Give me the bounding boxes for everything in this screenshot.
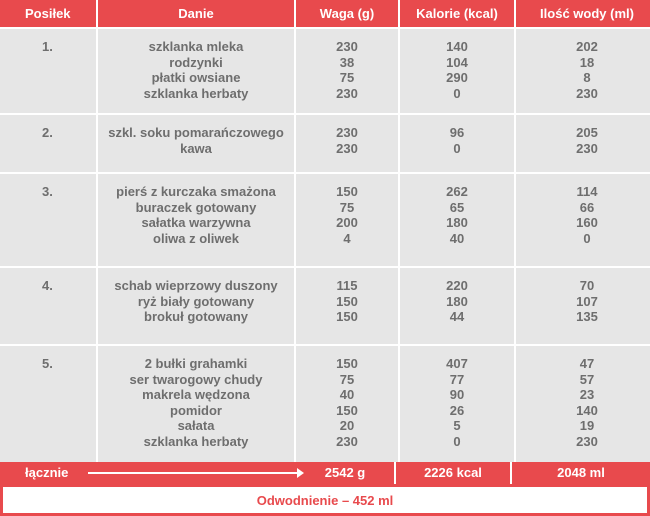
calories-cell-value: 26 xyxy=(449,402,465,418)
total-water: 2048 ml xyxy=(557,465,605,480)
dish-cell-value: rodzynki xyxy=(169,54,223,70)
header-water: Ilość wody (ml) xyxy=(516,0,650,27)
dish-cell-value: szklanka herbaty xyxy=(143,85,249,101)
water-cell-value: 230 xyxy=(576,85,598,101)
meal-number: 2. xyxy=(42,125,53,140)
header-meal: Posiłek xyxy=(0,0,96,27)
meal-cell xyxy=(0,346,96,462)
total-row xyxy=(0,462,650,484)
weight-cell xyxy=(296,115,398,172)
weight-cell xyxy=(296,346,398,462)
weight-cell-value: 230 xyxy=(336,125,358,140)
water-cell-value: 70 xyxy=(579,278,595,293)
weight-cell-value: 230 xyxy=(336,433,358,449)
weight-cell-value: 150 xyxy=(336,309,358,324)
meal-number: 5. xyxy=(42,356,53,371)
meal-number: 1. xyxy=(42,39,53,54)
meal-cell xyxy=(0,115,96,172)
dish-cell-value: brokuł gotowany xyxy=(144,309,248,324)
weight-cell xyxy=(296,268,398,344)
header-weight: Waga (g) xyxy=(296,0,398,27)
water-cell xyxy=(516,346,650,462)
water-cell xyxy=(516,115,650,172)
water-cell-value: 107 xyxy=(576,293,598,309)
water-cell-value: 66 xyxy=(579,199,595,215)
dehydration-summary xyxy=(0,484,650,516)
total-weight: 2542 g xyxy=(324,465,366,480)
water-cell-value: 18 xyxy=(579,54,595,70)
dish-cell-value: płatki owsiane xyxy=(151,70,241,85)
water-cell xyxy=(516,174,650,266)
calories-cell-value: 140 xyxy=(446,39,468,54)
weight-cell-value: 115 xyxy=(336,278,358,293)
dish-cell xyxy=(98,174,294,266)
calories-cell-value: 104 xyxy=(446,54,468,70)
calories-cell-value: 90 xyxy=(449,387,465,402)
calories-cell-value: 180 xyxy=(446,293,468,309)
water-cell-value: 205 xyxy=(576,125,598,140)
calories-cell-value: 5 xyxy=(453,418,461,433)
water-cell-value: 57 xyxy=(579,371,595,387)
meal-number: 4. xyxy=(42,278,53,293)
dish-cell-value: schab wieprzowy duszony xyxy=(114,278,278,293)
calories-cell-value: 180 xyxy=(446,215,468,230)
dish-cell-value: oliwa z oliwek xyxy=(153,230,239,246)
calories-cell xyxy=(400,268,514,344)
dish-cell xyxy=(98,29,294,113)
water-cell-value: 114 xyxy=(576,184,598,199)
calories-cell-value: 0 xyxy=(453,140,461,156)
dish-cell-value: kawa xyxy=(180,140,212,156)
water-cell-value: 230 xyxy=(576,140,598,156)
dish-cell-value: 2 bułki grahamki xyxy=(144,356,248,371)
dish-cell-value: szkl. soku pomarańczowego xyxy=(108,125,284,140)
weight-cell-value: 75 xyxy=(339,371,355,387)
dish-cell-value: makrela wędzona xyxy=(142,387,250,402)
weight-cell-value: 40 xyxy=(339,387,355,402)
header-calories: Kalorie (kcal) xyxy=(400,0,514,27)
weight-cell-value: 230 xyxy=(336,39,358,54)
water-cell-value: 0 xyxy=(583,230,591,246)
dehydration-text: Odwodnienie – 452 ml xyxy=(256,492,394,508)
calories-cell xyxy=(400,346,514,462)
water-cell xyxy=(516,268,650,344)
weight-cell-value: 150 xyxy=(336,184,358,199)
weight-cell-value: 200 xyxy=(336,215,358,230)
water-cell-value: 160 xyxy=(576,215,598,230)
calories-cell-value: 290 xyxy=(446,70,468,85)
calories-cell-value: 407 xyxy=(446,356,468,371)
calories-cell-value: 44 xyxy=(449,309,465,324)
calories-cell-value: 0 xyxy=(453,433,461,449)
dish-cell-value: ser twarogowy chudy xyxy=(129,371,263,387)
weight-cell-value: 38 xyxy=(339,54,355,70)
total-label: łącznie xyxy=(25,465,69,480)
weight-cell-value: 20 xyxy=(339,418,355,433)
weight-cell-value: 150 xyxy=(336,402,358,418)
weight-cell-value: 230 xyxy=(336,140,358,156)
calories-cell-value: 262 xyxy=(446,184,468,199)
calories-cell-value: 220 xyxy=(446,278,468,293)
dish-cell-value: sałatka warzywna xyxy=(141,215,251,230)
water-cell xyxy=(516,29,650,113)
weight-cell-value: 150 xyxy=(336,293,358,309)
dish-cell xyxy=(98,115,294,172)
water-cell-value: 23 xyxy=(579,387,595,402)
meal-number: 3. xyxy=(42,184,53,199)
arrow-icon xyxy=(88,472,302,474)
weight-cell-value: 75 xyxy=(339,199,355,215)
weight-cell-value: 230 xyxy=(336,85,358,101)
water-cell-value: 140 xyxy=(576,402,598,418)
water-cell-value: 135 xyxy=(576,309,598,324)
calories-cell xyxy=(400,115,514,172)
water-cell-value: 202 xyxy=(576,39,598,54)
water-cell-value: 47 xyxy=(579,356,595,371)
calories-cell-value: 65 xyxy=(449,199,465,215)
dish-cell-value: pomidor xyxy=(170,402,222,418)
weight-cell-value: 75 xyxy=(339,70,355,85)
weight-cell xyxy=(296,174,398,266)
calories-cell-value: 77 xyxy=(449,371,465,387)
dish-cell-value: szklanka herbaty xyxy=(143,433,249,449)
dish-cell-value: ryż biały gotowany xyxy=(137,293,255,309)
calories-cell-value: 40 xyxy=(449,230,465,246)
meal-cell xyxy=(0,29,96,113)
calories-cell-value: 96 xyxy=(449,125,465,140)
total-calories: 2226 kcal xyxy=(424,465,482,480)
header-dish: Danie xyxy=(98,0,294,27)
weight-cell-value: 4 xyxy=(343,230,351,246)
water-cell-value: 8 xyxy=(583,70,591,85)
weight-cell xyxy=(296,29,398,113)
dish-cell xyxy=(98,346,294,462)
weight-cell-value: 150 xyxy=(336,356,358,371)
calories-cell xyxy=(400,174,514,266)
dish-cell-value: buraczek gotowany xyxy=(135,199,257,215)
calories-cell-value: 0 xyxy=(453,85,461,101)
water-cell-value: 19 xyxy=(579,418,595,433)
calories-cell xyxy=(400,29,514,113)
meal-cell xyxy=(0,174,96,266)
dish-cell xyxy=(98,268,294,344)
dish-cell-value: sałata xyxy=(177,418,215,433)
dish-cell-value: pierś z kurczaka smażona xyxy=(116,184,276,199)
water-cell-value: 230 xyxy=(576,433,598,449)
meal-cell xyxy=(0,268,96,344)
dish-cell-value: szklanka mleka xyxy=(148,39,244,54)
